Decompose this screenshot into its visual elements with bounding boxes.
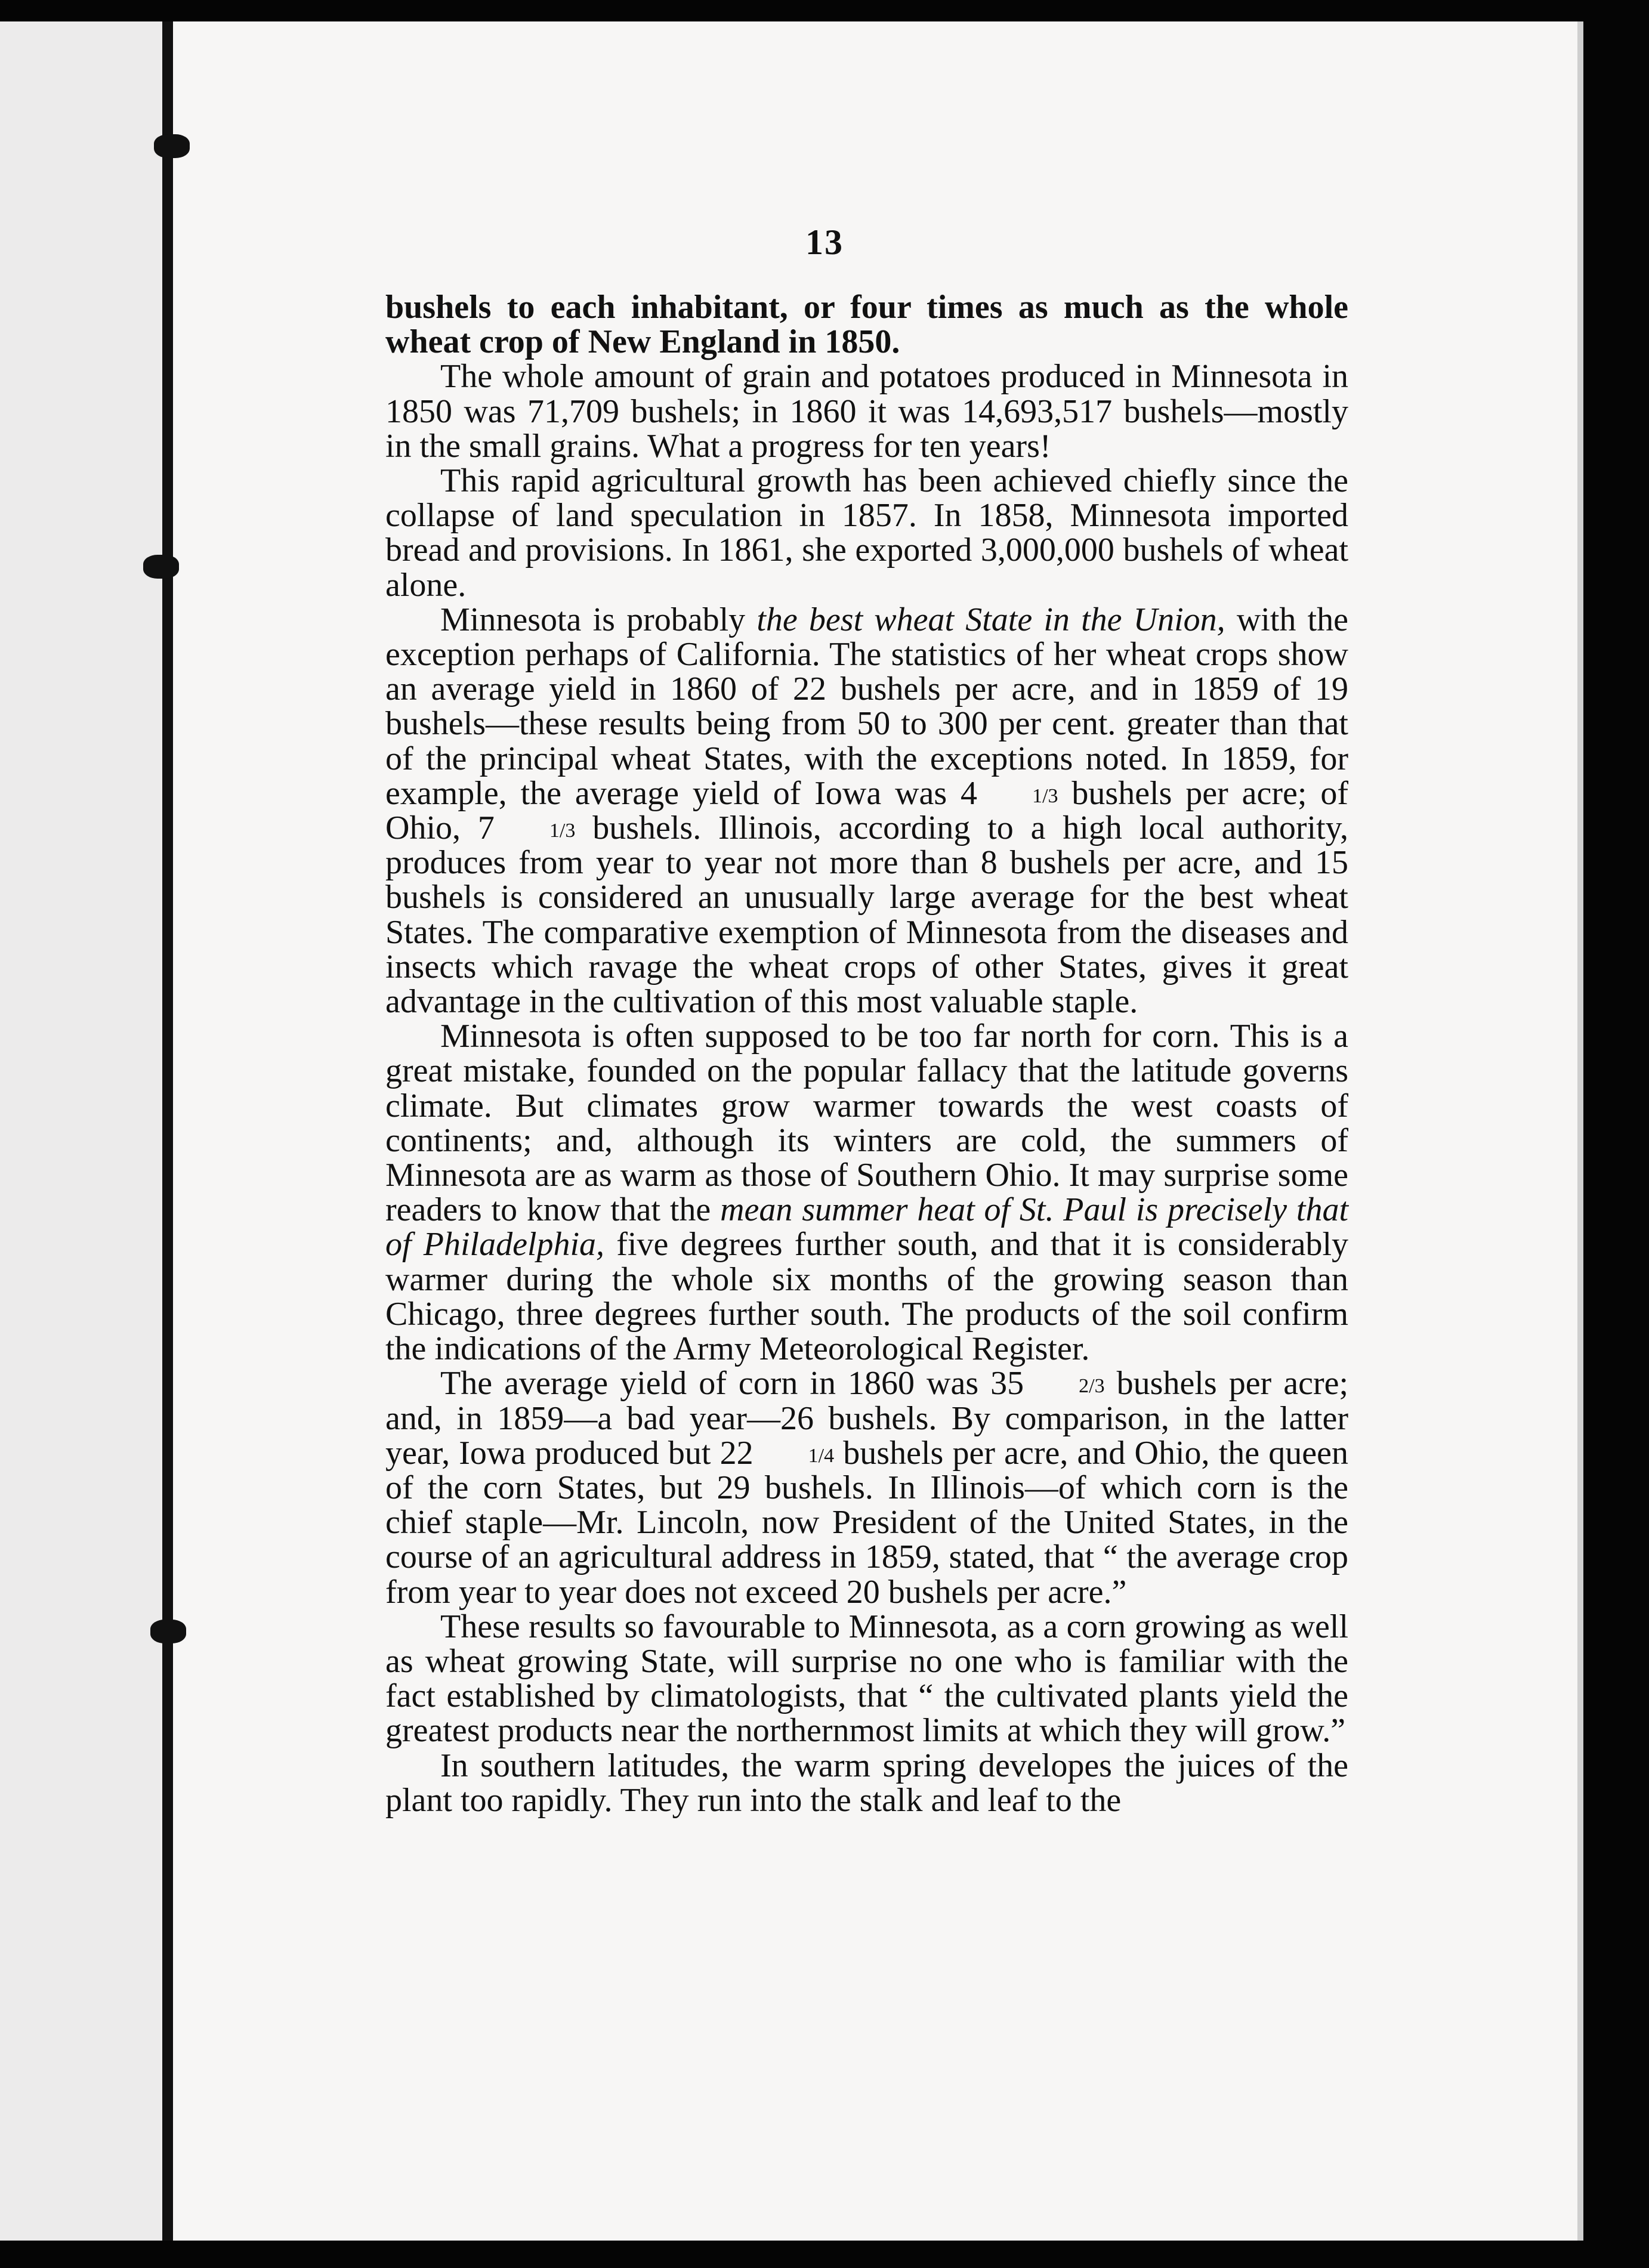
text-run: bushels per acre; and, in 1859—a bad year—26 bushels. By comparison, in the latter year, Iowa produced but 22 [385,1365,1349,1472]
text-run: bushels per acre, and Ohio, the queen of the corn States, but 29 bushels. In Illinois—of which corn is the chief staple—Mr. Lincoln, now President of the United States, in the course of an agricultural address in 1859, stated, that “ the average crop from year to year does not exceed 20 bushels per acre.” [385,1434,1349,1611]
paragraph [385,1366,1348,1609]
italic-phrase: mean summer heat of St. Paul is precisely that of Philadelphia, [385,1191,1348,1263]
fraction: 1/3 [549,820,576,842]
page-number: 13 [805,223,844,262]
fraction: 2/3 [1079,1375,1105,1398]
text-run: bushels to each inhabitant, or four times as much as the whole wheat crop of New England in 1850. [385,289,1348,361]
text-run: In southern latitudes, the warm spring developes the juices of the plant too rapidly. They run into the stalk and leaf to the [385,1747,1348,1819]
paragraph [385,464,1348,602]
text-run: This rapid agricultural growth has been achieved chiefly since the collapse of land speculation in 1857. In 1858, Minnesota imported bread and provisions. In 1861, she exported 3,000,000 bushels of wheat alone. [385,462,1348,604]
page-right-edge [1577,21,1583,2241]
binding-thread-mark [154,134,190,158]
paragraph [385,602,1348,1019]
text-run: The whole amount of grain and potatoes produced in Minnesota in 1850 was 71,709 bushels; in 1860 it was 14,693,517 bushels—mostly in the small grains. What a progress for ten years! [385,358,1348,465]
body-text [385,290,1348,1818]
text-run: Minnesota is probably [440,601,757,638]
text-run: Minnesota is often supposed to be too far north for corn. This is a great mistake, founded on the popular fallacy that the latitude governs climate. But climates grow warmer towards the west coasts of continents; and, although its winters are cold, the summers of Minnesota are as warm as those of Southern Ohio. It may surprise some readers to know that the [385,1018,1348,1229]
paragraph [385,1019,1348,1366]
paragraph [385,1748,1348,1818]
italic-phrase: the best wheat State in the Union, [756,601,1225,638]
text-run: five degrees further south, and that it is considerably warmer during the whole six months of the growing season than Chicago, three degrees further south. The products of the soil confirm the indications of the Army Meteorological Register. [385,1226,1349,1368]
fraction: 1/4 [808,1444,835,1467]
paragraph [385,1609,1348,1748]
book-binding [162,21,173,2241]
binding-thread-mark [143,555,179,579]
fraction: 1/3 [1032,784,1058,807]
paragraph [385,359,1348,464]
binding-thread-mark [150,1620,186,1643]
text-run: These results so favourable to Minnesota, as a corn growing as well as wheat growing State, will surprise no one who is familiar with the fact established by climatologists, that “ the cultivated plants yield the greatest products near the northernmost limits at which they will grow.” [385,1608,1348,1750]
text-run: bushels. Illinois, according to a high local authority, produces from year to year not more than 8 bushels per acre, and 15 bushels is considered an unusually large average for the best wheat States. The comparative exemption of Minnesota from the diseases and insects which ravage the wheat crops of other States, gives it great advantage in the cultivation of this most valuable staple. [385,809,1349,1021]
paragraph [385,290,1348,359]
text-run: bushels per acre; of Ohio, 7 [385,774,1348,847]
previous-page-edge [0,21,162,2241]
text-run: with the exception perhaps of California. The statistics of her wheat crops show an average yield in 1860 of 22 bushels per acre, and in 1859 of 19 bushels—these results being from 50 to 300 per cent. greater than that of the principal wheat States, with the exceptions noted. In 1859, for example, the average yield of Iowa was 4 [385,601,1348,812]
text-run: The average yield of corn in 1860 was 35 [440,1365,1024,1402]
